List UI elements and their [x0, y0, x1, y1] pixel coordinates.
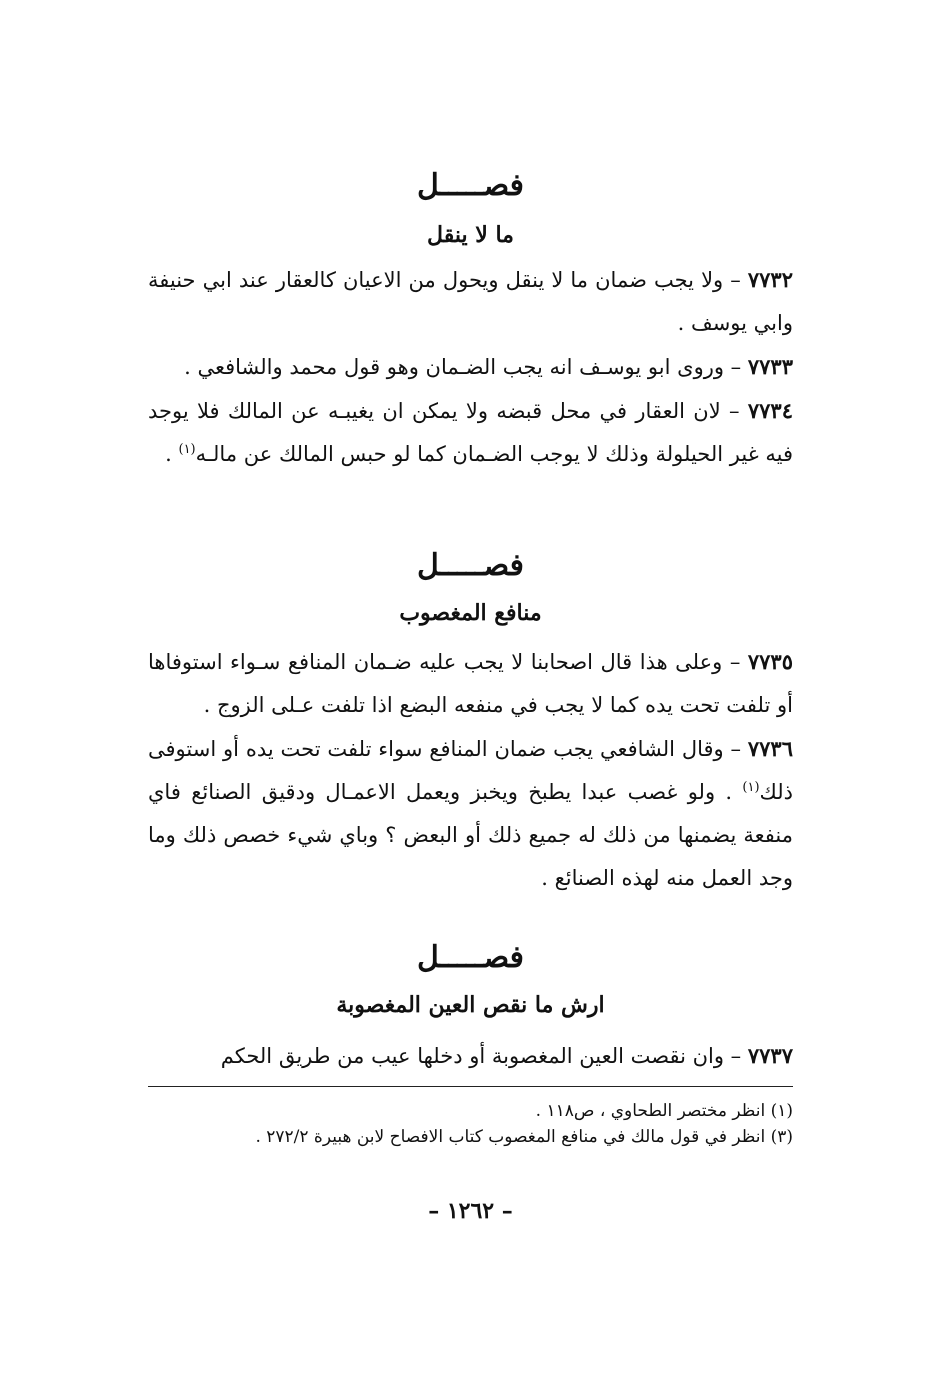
dash: –: [720, 399, 740, 423]
section-2-body: [148, 640, 793, 900]
dash: –: [724, 355, 742, 379]
section-1-title: فصـــــل: [416, 168, 525, 203]
paragraph-text: وعلى هذا قال اصحابنا لا يجب عليه ضـمان المنافع سـواء استوفاها أو تلفت تحت يده كما لا يجب في منفعه البضع اذا تلفت عـلى الزوج .: [148, 650, 793, 717]
section-1-subtitle: ما لا ينقل: [427, 222, 514, 248]
footnote-1: (١) انظر مختصر الطحاوي ، ص١١٨ .: [535, 1101, 793, 1121]
section-3-subtitle: ارش ما نقص العين المغصوبة: [336, 992, 605, 1018]
paragraph-text: وان نقصت العين المغصوبة أو دخلها عيب من طريق الحكم: [220, 1044, 724, 1068]
paragraph-end: . ولو غصب عبدا يطبخ ويخبز ويعمل الاعمـال ودقيق الصنائع فاي منفعة يضمنها من ذلك له جميع ذلك أو البعض ؟ وباي شيء خصص ذلك وما وجد العمل منه لهذه الصنائع .: [148, 780, 793, 890]
paragraph-end: .: [165, 442, 179, 466]
section-1-body: [148, 258, 793, 476]
paragraph-7733: [148, 345, 793, 389]
paragraph-number: ٧٧٣٣: [747, 354, 793, 379]
dash: –: [723, 737, 742, 761]
paragraph-7734: [148, 389, 793, 476]
paragraph-number: ٧٧٣٤: [747, 398, 793, 423]
paragraph-text: ولا يجب ضمان ما لا ينقل ويحول من الاعيان كالعقار عند ابي حنيفة وابي يوسف .: [148, 268, 793, 335]
footnotes: [148, 1098, 793, 1150]
section-2-title: فصـــــل: [416, 548, 525, 583]
dash: –: [723, 268, 741, 292]
paragraph-number: ٧٧٣٦: [747, 736, 793, 761]
footnote-ref: (١): [178, 442, 196, 457]
paragraph-7732: [148, 258, 793, 345]
paragraph-text: لان العقار في محل قبضه ولا يمكن ان يغيبـه عن المالك فلا يوجد فيه غير الحيلولة وذلك لا يوجب الضـمان كما لو حبس المالك عن مالـه: [148, 399, 793, 466]
paragraph-7736: [148, 727, 793, 900]
paragraph-text: وقال الشافعي يجب ضمان المنافع سواء تلفت تحت يده أو استوفى ذلك: [148, 737, 793, 804]
page-number: – ١٢٦٢ –: [428, 1198, 513, 1224]
paragraph-number: ٧٧٣٥: [747, 649, 793, 674]
dash: –: [722, 650, 741, 674]
section-3-body: [148, 1034, 793, 1078]
paragraph-7737: [148, 1034, 793, 1078]
footnote-divider: [148, 1086, 793, 1087]
section-3-title: فصـــــل: [416, 940, 525, 975]
paragraph-number: ٧٧٣٧: [747, 1043, 793, 1068]
paragraph-number: ٧٧٣٢: [747, 267, 793, 292]
section-2-subtitle: منافع المغصوب: [399, 600, 542, 626]
dash: –: [724, 1044, 742, 1068]
footnote-ref: (١): [742, 780, 760, 795]
paragraph-text: وروى ابو يوسـف انه يجب الضـمان وهو قول محمد والشافعي .: [184, 355, 724, 379]
paragraph-7735: [148, 640, 793, 727]
footnote-2: (٣) انظر في قول مالك في منافع المغصوب كتاب الافصاح لابن هبيرة ٢٧٢/٢ .: [255, 1127, 793, 1147]
